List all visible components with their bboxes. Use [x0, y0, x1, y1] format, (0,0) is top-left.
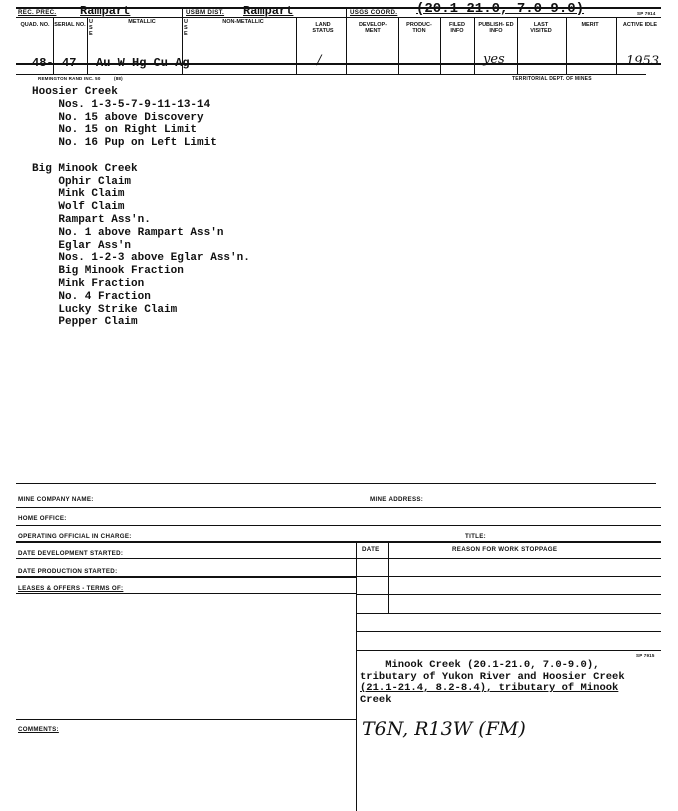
land-status-value: /: [317, 53, 322, 68]
usbm-dist-label: USBM DIST.: [186, 9, 225, 16]
col-filed-info: FILED INFO: [449, 22, 465, 34]
claim-line: Nos. 1-3-5-7-9-11-13-14: [32, 98, 211, 111]
leases-label: LEASES & OFFERS - TERMS OF:: [18, 585, 124, 592]
claim-line: Pepper Claim: [32, 316, 138, 329]
operating-official-label: OPERATING OFFICIAL IN CHARGE:: [18, 533, 132, 540]
metallic-value: Au W Hg Cu Ag: [96, 56, 190, 70]
dept-name: TERRITORIAL DEPT. OF MINES: [512, 76, 592, 82]
claim-line: Big Minook Fraction: [32, 265, 184, 278]
claim-line: Eglar Ass'n: [32, 239, 132, 252]
col-metallic: METALLIC: [128, 19, 156, 25]
rec-prec-label: REC. PREC.: [18, 9, 57, 16]
location-line: Minook Creek (20.1-21.0, 7.0-9.0),: [360, 659, 600, 671]
claim-line: Wolf Claim: [32, 201, 125, 214]
claim-line: Rampart Ass'n.: [32, 213, 151, 226]
claim-line: Ophir Claim: [32, 175, 132, 188]
location-note: [360, 660, 660, 706]
col-published-info: PUBLISH- ED INFO: [478, 22, 514, 34]
serial-value: 47: [62, 56, 77, 70]
home-office-label: HOME OFFICE:: [18, 515, 67, 522]
quad-value: 48-: [32, 56, 54, 70]
handwritten-township-note: T6N, R13W (FM): [362, 718, 526, 740]
rec-prec-value: Rampart: [80, 4, 131, 18]
col-serial-no: SERIAL NO.: [54, 22, 86, 28]
claim-line: Mink Claim: [32, 188, 125, 201]
claim-line: No. 1 above Rampart Ass'n: [32, 226, 224, 239]
mine-company-label: MINE COMPANY NAME:: [18, 496, 94, 503]
col-merit: MERIT: [581, 22, 599, 28]
date-development-label: DATE DEVELOPMENT STARTED:: [18, 550, 124, 557]
form-number-top: SP 7914: [637, 11, 656, 16]
claim-line: [32, 150, 432, 163]
form-number-bottom: SP 7915: [636, 653, 655, 658]
claim-line: Hoosier Creek: [32, 86, 118, 98]
claim-line: No. 16 Pup on Left Limit: [32, 137, 217, 150]
date-production-label: DATE PRODUCTION STARTED:: [18, 568, 118, 575]
col-land-status: LAND STATUS: [312, 22, 334, 34]
claim-line: Nos. 1-2-3 above Eglar Ass'n.: [32, 252, 250, 265]
usgs-coord-value: (20.1-21.0, 7.0-9.0): [416, 1, 585, 17]
claim-line: No. 4 Fraction: [32, 290, 151, 303]
published-value: yes: [483, 52, 505, 67]
col-s: S: [89, 25, 93, 31]
claim-line: No. 15 on Right Limit: [32, 124, 198, 137]
location-line: Creek: [360, 693, 392, 706]
col-production: PRODUC- TION: [406, 22, 432, 34]
printer-code: (88): [114, 76, 123, 81]
col-quad-no: QUAD. NO.: [20, 22, 50, 28]
mine-address-label: MINE ADDRESS:: [370, 496, 424, 503]
col-e-2: E: [184, 31, 188, 37]
comments-label: COMMENTS:: [18, 726, 59, 733]
col-last-visited: LAST VISITED: [530, 22, 552, 34]
col-active-idle: ACTIVE IDLE: [622, 22, 658, 28]
location-line: tributary of Yukon River and Hoosier Creek: [360, 670, 625, 683]
claim-line: Big Minook Creek: [32, 162, 138, 175]
claim-line: Mink Fraction: [32, 277, 145, 290]
printer-note: REMINGTON RAND INC. 50: [38, 76, 101, 81]
col-nonmetallic: NON-METALLIC: [222, 19, 264, 25]
usbm-dist-value: Rampart: [243, 4, 294, 18]
usgs-coord-label: USGS COORD.: [350, 9, 398, 16]
col-s-2: S: [184, 25, 188, 31]
col-u-2: U: [184, 19, 188, 25]
reason-label: REASON FOR WORK STOPPAGE: [452, 546, 558, 553]
claim-line: No. 15 above Discovery: [32, 111, 204, 124]
location-line: (21.1-21.4, 8.2-8.4), tributary of Minook: [360, 682, 619, 694]
date-column-label: DATE: [362, 546, 380, 553]
col-u: U: [89, 19, 93, 25]
col-development: DEVELOP- MENT: [358, 22, 388, 34]
col-e: E: [89, 31, 93, 37]
claim-line: Lucky Strike Claim: [32, 303, 178, 316]
title-label: TITLE:: [465, 533, 487, 540]
active-value: 1953: [626, 54, 660, 69]
claims-list: [32, 86, 432, 329]
